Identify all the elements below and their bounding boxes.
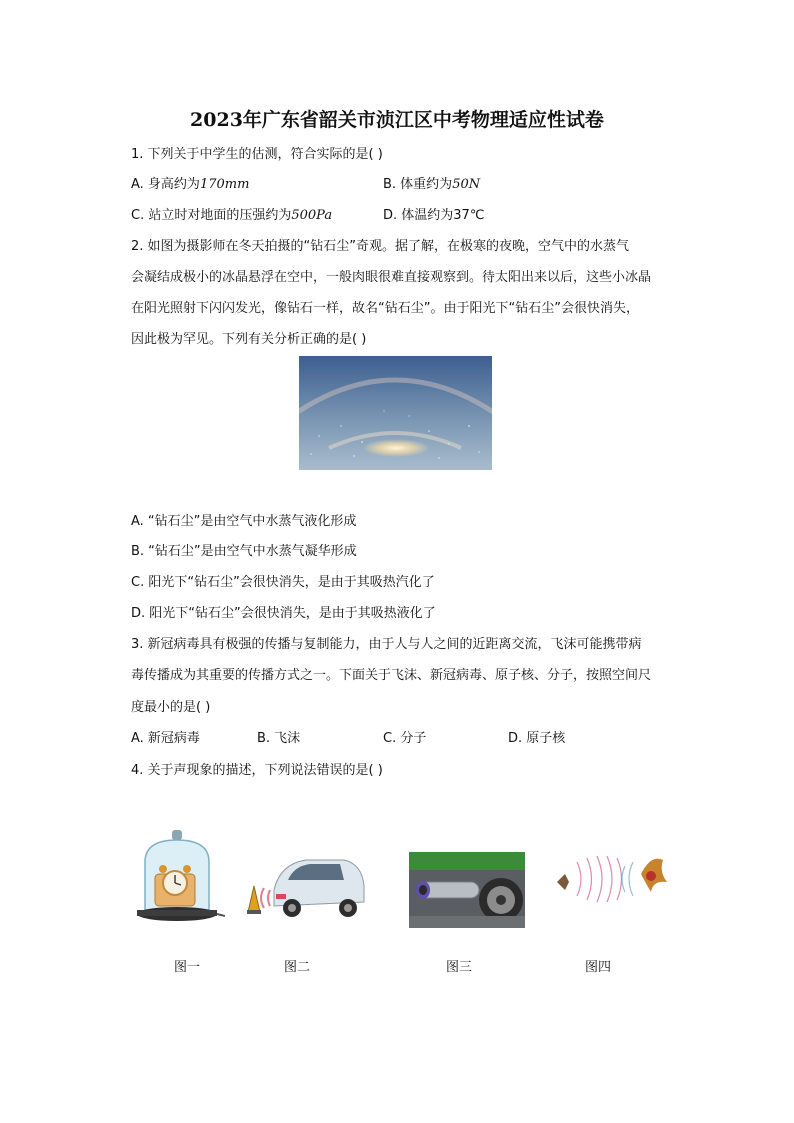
q2-option-a: A. “钻石尘”是由空气中水蒸气液化形成 xyxy=(131,514,357,529)
q3-option-d: D. 原子核 xyxy=(508,731,566,746)
q1-option-c-value: 500 xyxy=(291,208,317,223)
figure-4-bat-echolocation xyxy=(555,852,668,905)
exam-title: 2023年广东省韶关市浈江区中考物理适应性试卷 xyxy=(190,109,604,131)
q1-option-b-value: 50 xyxy=(452,177,469,192)
q1-option-a xyxy=(131,175,249,195)
q1-option-b-prefix: B. 体重约为 xyxy=(383,177,453,192)
car-reversing-radar-image xyxy=(244,850,367,920)
q1-stem: 1. 下列关于中学生的估测，符合实际的是( ) xyxy=(131,147,383,162)
figure-1-bell-jar xyxy=(133,828,225,926)
motorcycle-muffler-image xyxy=(409,852,525,928)
q3-option-b: B. 飞沫 xyxy=(257,731,301,746)
q1-option-c-unit: Pa xyxy=(316,208,333,223)
q3-option-c: C. 分子 xyxy=(383,731,427,746)
bat-echolocation-image xyxy=(555,852,668,905)
q1-option-d-value: 37℃ xyxy=(453,208,485,223)
figure-2-caption: 图二 xyxy=(284,960,311,975)
q2-line-3: 在阳光照射下闪闪发光，像钻石一样，故名“钻石尘”。由于阳光下“钻石尘”会很快消失， xyxy=(131,301,639,316)
q2-option-d: D. 阳光下“钻石尘”会很快消失，是由于其吸热液化了 xyxy=(131,606,436,621)
q3-line-2: 毒传播成为其重要的传播方式之一。下面关于飞沫、新冠病毒、原子核、分子，按照空间尺 xyxy=(131,668,652,683)
diamond-dust-photo xyxy=(299,356,492,470)
q1-option-c xyxy=(131,206,332,226)
q4-stem: 4. 关于声现象的描述，下列说法错误的是( ) xyxy=(131,763,383,778)
bell-jar-clock-image xyxy=(133,828,225,926)
figure-3-caption: 图三 xyxy=(446,960,473,975)
figure-3-muffler xyxy=(409,852,525,928)
q2-line-2: 会凝结成极小的冰晶悬浮在空中，一般肉眼很难直接观察到。待太阳出来以后，这些小冰晶 xyxy=(131,270,652,285)
q1-option-d xyxy=(383,206,484,226)
q1-option-b-unit: N xyxy=(468,177,481,192)
figure-1-caption: 图一 xyxy=(174,960,201,975)
q2-line-4: 因此极为罕见。下列有关分析正确的是( ) xyxy=(131,332,367,347)
q2-option-b: B. “钻石尘”是由空气中水蒸气凝华形成 xyxy=(131,544,357,559)
q1-option-a-unit: mm xyxy=(224,177,250,192)
q2-line-1: 2. 如图为摄影师在冬天拍摄的“钻石尘”奇观。据了解，在极寒的夜晚，空气中的水蒸气 xyxy=(131,239,630,254)
q3-option-a: A. 新冠病毒 xyxy=(131,731,200,746)
q2-option-c: C. 阳光下“钻石尘”会很快消失，是由于其吸热汽化了 xyxy=(131,575,435,590)
figure-4-caption: 图四 xyxy=(585,960,612,975)
q1-option-a-prefix: A. 身高约为 xyxy=(131,177,200,192)
q1-option-c-prefix: C. 站立时对地面的压强约为 xyxy=(131,208,292,223)
q1-option-b xyxy=(383,175,480,195)
diamond-dust-image xyxy=(299,356,492,470)
q1-option-d-prefix: D. 体温约为 xyxy=(383,208,454,223)
figure-2-car-radar xyxy=(244,850,367,920)
q1-option-a-value: 170 xyxy=(199,177,225,192)
q3-line-3: 度最小的是( ) xyxy=(131,700,211,715)
q3-line-1: 3. 新冠病毒具有极强的传播与复制能力，由于人与人之间的近距离交流，飞沫可能携带病 xyxy=(131,637,642,652)
